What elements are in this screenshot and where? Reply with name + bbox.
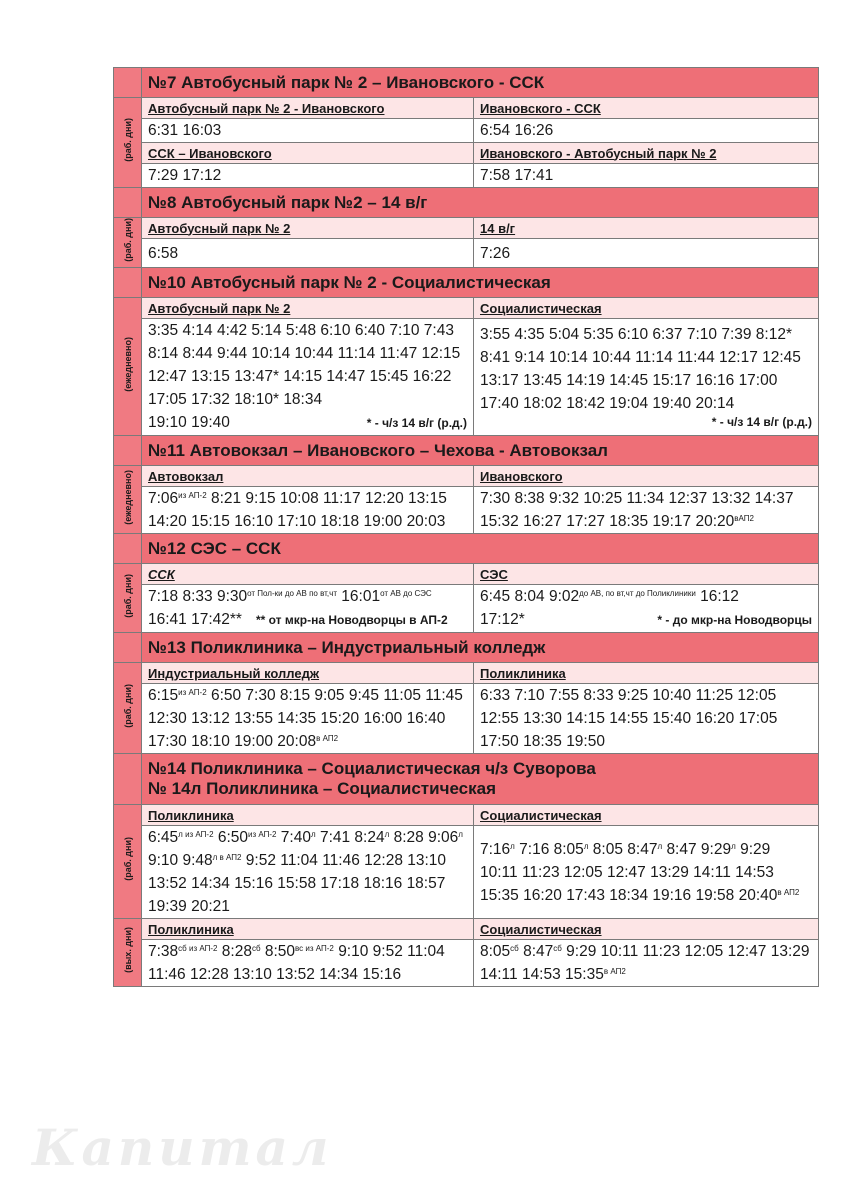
route-14-weekend-times-1: $7:38^{сб из АП-2}$ $8:28^{сб}$ $8:50^{вс из АП-2}$ 9:10 9:52 11:04 11:46 12:28 13:10 13:52 14:34 15:16 xyxy=(142,940,474,987)
route-7-dir-2: Ивановского - ССК xyxy=(474,98,819,119)
route-14l-title: № 14л Поликлиника – Социалистическая xyxy=(148,779,497,798)
route-11-times-1: $7:06^{из АП-2}$ 8:21 9:15 10:08 11:17 12:20 13:15 14:20 15:15 16:10 17:10 18:18 19:00 20:03 xyxy=(142,487,474,534)
route-10-dir-2: Социалистическая xyxy=(474,298,819,319)
route-8-dir-2: 14 в/г xyxy=(474,218,819,239)
route-11-dir-2: Ивановского xyxy=(474,466,819,487)
route-7-times-2: 6:54 16:26 xyxy=(474,119,819,143)
route-7-times-1: 6:31 16:03 xyxy=(142,119,474,143)
route-12-day-label: (раб. дни) xyxy=(114,564,142,633)
route-10-title: №10 Автобусный парк № 2 - Социалистическая xyxy=(142,268,819,298)
route-12-dir-2: СЭС xyxy=(474,564,819,585)
route-10-dir-1: Автобусный парк № 2 xyxy=(142,298,474,319)
route-12-times-2: 6:45 8:04 $9:02^{до АВ, по вт,чт до Поликлиники}$ 16:12 17:12* * - до мкр-на Новодворцы xyxy=(474,585,819,633)
route-13-dir-1: Индустриальный колледж xyxy=(142,663,474,684)
route-11-times-2: 7:30 8:38 9:32 10:25 11:34 12:37 13:32 14:37 15:32 16:27 17:27 18:35 19:17 $20:20^{вАП2}$ xyxy=(474,487,819,534)
route-14-title: №14 Поликлиника – Социалистическая ч/з Суворова № 14л Поликлиника – Социалистическая xyxy=(142,754,819,805)
route-8-dir-1: Автобусный парк № 2 xyxy=(142,218,474,239)
route-7-title: №7 Автобусный парк № 2 – Ивановского - ССК xyxy=(142,68,819,98)
route-11-title: №11 Автовокзал – Ивановского – Чехова - Автовокзал xyxy=(142,436,819,466)
schedule-table xyxy=(113,67,819,987)
route-10-times-1: 3:35 4:14 4:42 5:14 5:48 6:10 6:40 7:10 7:43 8:14 8:44 9:44 10:14 10:44 11:14 11:47 12:15 12:47 13:15 13:47* 14:15 14:47 15:45 16:22 17:05 17:32 18:10* 18:34 19:10 19:40 * - ч/з 14 в/г (р.д.) xyxy=(142,319,474,436)
route-8-times-1: 6:58 xyxy=(142,239,474,268)
route-14-work-dir-2: Социалистическая xyxy=(474,805,819,826)
route-14-weekend-day-label: (вых. дни) xyxy=(114,919,142,987)
route-11-day-label: (ежедневно) xyxy=(114,466,142,534)
route-14-weekend-dir-2: Социалистическая xyxy=(474,919,819,940)
route-10-day-label: (ежедневно) xyxy=(114,298,142,436)
route-10-times-2: 3:55 4:35 5:04 5:35 6:10 6:37 7:10 7:39 8:12* 8:41 9:14 10:14 10:44 11:14 11:44 12:17 12:45 13:17 13:45 14:19 14:45 15:17 16:16 17:00 17:40 18:02 18:42 19:04 19:40 20:14 * - ч/з 14 в/г (р.д.) xyxy=(474,319,819,436)
route-7-day-label: (раб. дни) xyxy=(114,98,142,188)
route-13-times-2: 6:33 7:10 7:55 8:33 9:25 10:40 11:25 12:05 12:55 13:30 14:15 14:55 15:40 16:20 17:05 17:50 18:35 19:50 xyxy=(474,684,819,754)
route-14-work-dir-1: Поликлиника xyxy=(142,805,474,826)
route-11-dir-1: Автовокзал xyxy=(142,466,474,487)
route-10-note-1: * - ч/з 14 в/г (р.д.) xyxy=(366,416,467,430)
route-14-work-times-1: $6:45^{л из АП-2}$ $6:50^{из АП-2}$ $7:40^л$ 7:41 $8:24^л$ 8:28 $9:06^л$ 9:10 $9:48^{л в АП2}$ 9:52 11:04 11:46 12:28 13:10 13:52 14:34 15:16 15:58 17:18 18:16 18:57 19:39 20:21 xyxy=(142,826,474,919)
route-12-times-1: 7:18 8:33 $9:30^{от Пол-ки до АВ по вт,чт}$ $16:01^{от АВ до СЭС}$ 16:41 17:42** ** от мкр-на Новодворцы в АП-2 xyxy=(142,585,474,633)
watermark-logo: Капитал xyxy=(32,1118,333,1177)
route-7-dir-1: Автобусный парк № 2 - Ивановского xyxy=(142,98,474,119)
route-10-note-2: * - ч/з 14 в/г (р.д.) xyxy=(711,415,813,429)
side-cell xyxy=(114,68,142,98)
route-14-weekend-times-2: $8:05^{сб}$ $8:47^{сб}$ 9:29 10:11 11:23 12:05 12:47 13:29 14:11 14:53 $15:35^{в АП2}$ xyxy=(474,940,819,987)
route-7-dir-4: Ивановского - Автобусный парк № 2 xyxy=(474,143,819,164)
route-14-work-times-2: $7:16^л$ 7:16 $8:05^л$ 8:05 $8:47^л$ 8:47 $9:29^л$ 9:29 10:11 11:23 12:05 12:47 13:29 14:11 14:53 15:35 16:20 17:43 18:34 19:16 19:58 $20:40^{в АП2}$ xyxy=(474,826,819,919)
route-13-day-label: (раб. дни) xyxy=(114,663,142,754)
route-13-title: №13 Поликлиника – Индустриальный колледж xyxy=(142,633,819,663)
route-12-dir-1: ССК xyxy=(142,564,474,585)
route-7-times-4: 7:58 17:41 xyxy=(474,164,819,188)
route-8-title: №8 Автобусный парк №2 – 14 в/г xyxy=(142,188,819,218)
route-14-work-day-label: (раб. дни) xyxy=(114,805,142,919)
route-8-day-label: (раб. дни) xyxy=(114,218,142,268)
route-12-title: №12 СЭС – ССК xyxy=(142,534,819,564)
route-14-weekend-dir-1: Поликлиника xyxy=(142,919,474,940)
route-7-times-3: 7:29 17:12 xyxy=(142,164,474,188)
route-7-header-row xyxy=(114,68,819,98)
route-7-dir-3: ССК – Ивановского xyxy=(142,143,474,164)
route-8-times-2: 7:26 xyxy=(474,239,819,268)
route-13-dir-2: Поликлиника xyxy=(474,663,819,684)
route-13-times-1: $6:15^{из АП-2}$ 6:50 7:30 8:15 9:05 9:45 11:05 11:45 12:30 13:12 13:55 14:35 15:20 16:00 16:40 17:30 18:10 19:00 $20:08^{в АП2}$ xyxy=(142,684,474,754)
